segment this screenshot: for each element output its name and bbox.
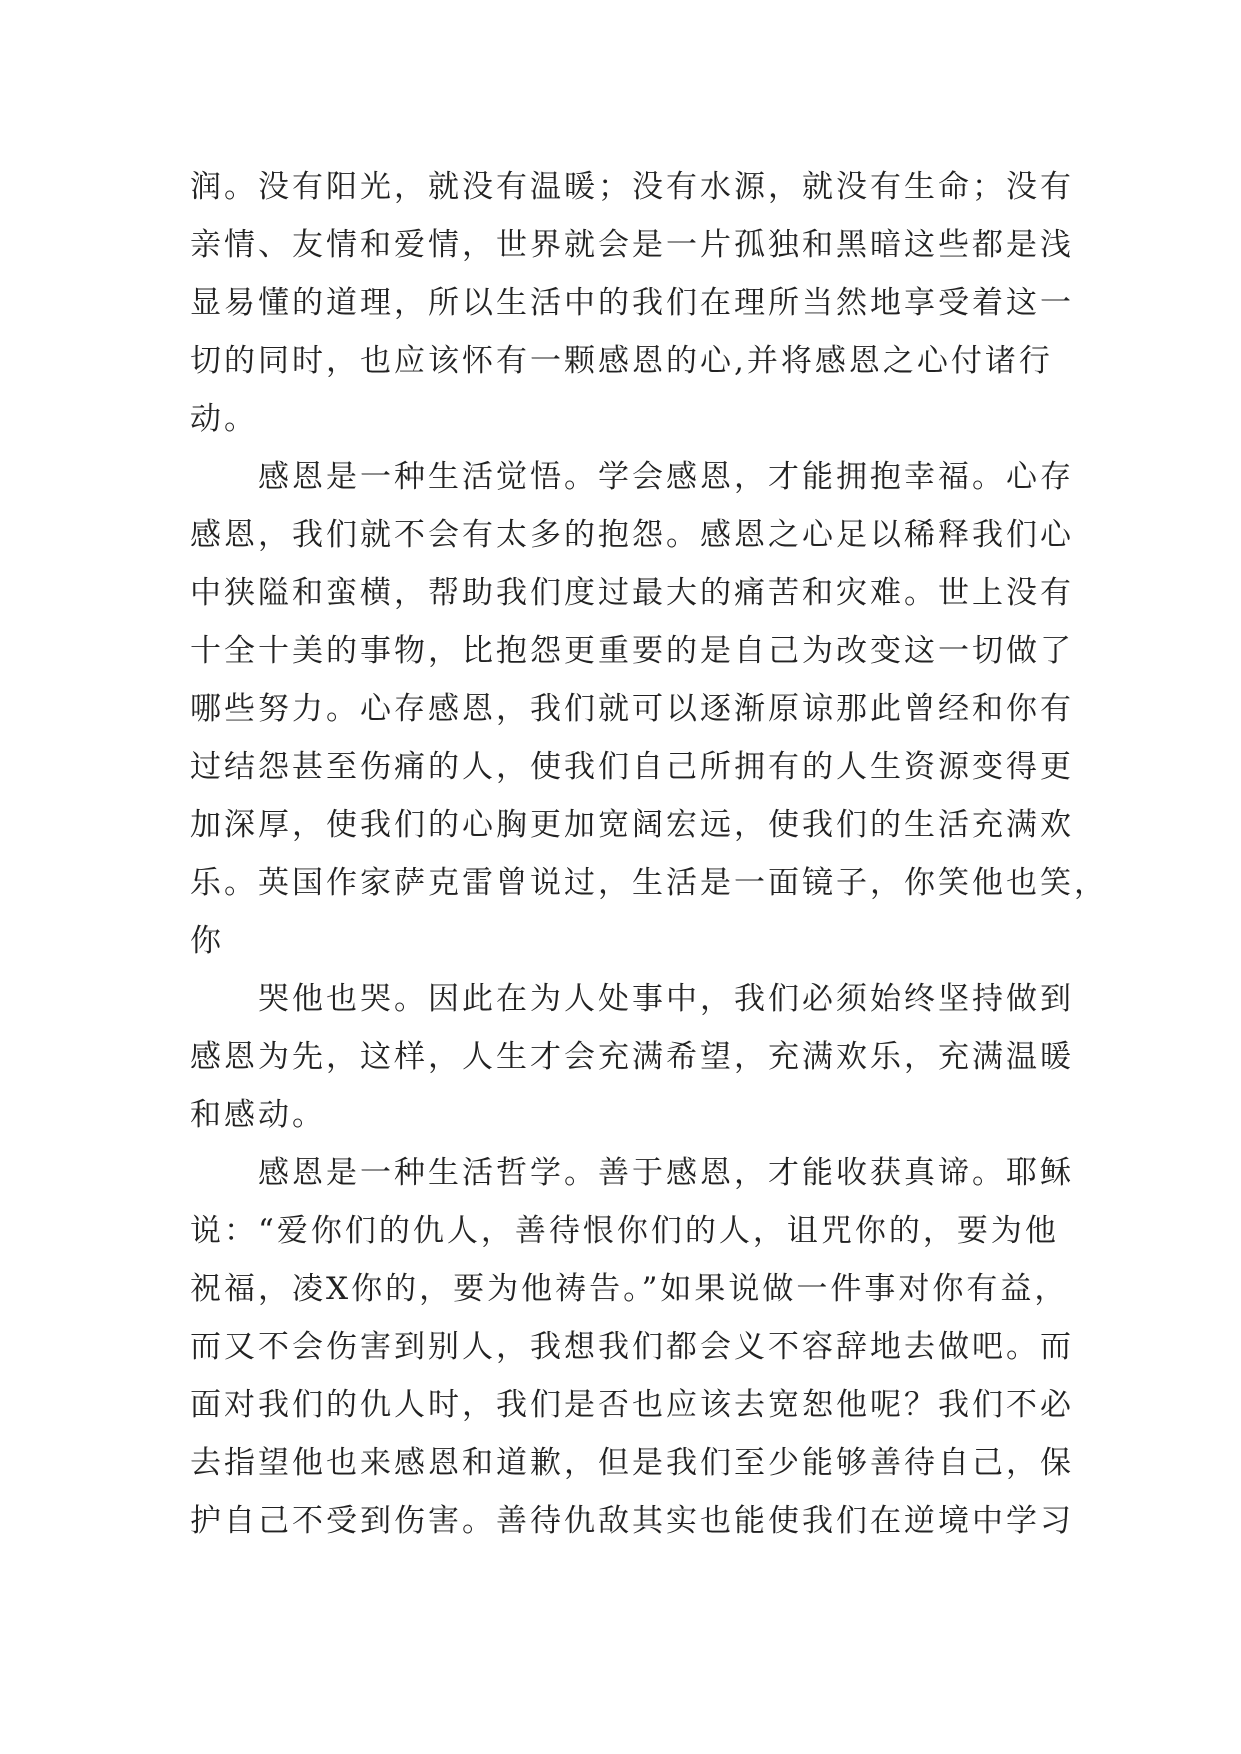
text-line: 乐。英国作家萨克雷曾说过，生活是一面镜子，你笑他也笑，	[190, 865, 1108, 901]
paragraph-2	[190, 448, 1108, 970]
paragraph-1	[190, 158, 1074, 448]
paragraph-3	[190, 970, 1074, 1144]
text-line: 感恩为先，这样，人生才会充满希望，充满欢乐，充满温暖	[190, 1039, 1074, 1075]
text-line: 你	[190, 923, 224, 959]
text-line: 切的同时，也应该怀有一颗感恩的心,并将感恩之心付诸行	[190, 343, 1053, 379]
text-line: 去指望他也来感恩和道歉，但是我们至少能够善待自己，保	[190, 1445, 1074, 1481]
text-line: 感恩，我们就不会有太多的抱怨。感恩之心足以稀释我们心	[190, 517, 1074, 553]
text-line: 哭他也哭。因此在为人处事中，我们必须始终坚持做到	[258, 981, 1074, 1017]
text-line: 感恩是一种生活哲学。善于感恩，才能收获真谛。耶稣	[258, 1155, 1074, 1191]
paragraph-4	[190, 1144, 1074, 1550]
text-line: 感恩是一种生活觉悟。学会感恩，才能拥抱幸福。心存	[258, 459, 1074, 495]
text-line: 过结怨甚至伤痛的人，使我们自己所拥有的人生资源变得更	[190, 749, 1074, 785]
text-line: 而又不会伤害到别人，我想我们都会义不容辞地去做吧。而	[190, 1329, 1074, 1365]
text-line: 祝福，凌X你的，要为他祷告。”如果说做一件事对你有益，	[190, 1271, 1069, 1307]
text-line: 动。	[190, 401, 258, 437]
text-line: 哪些努力。心存感恩，我们就可以逐渐原谅那此曾经和你有	[190, 691, 1074, 727]
text-line: 中狭隘和蛮横，帮助我们度过最大的痛苦和灾难。世上没有	[190, 575, 1074, 611]
text-line: 十全十美的事物，比抱怨更重要的是自己为改变这一切做了	[190, 633, 1074, 669]
text-line: 和感动。	[190, 1097, 326, 1133]
text-line: 显易懂的道理，所以生活中的我们在理所当然地享受着这一	[190, 285, 1074, 321]
text-line: 亲情、友情和爱情，世界就会是一片孤独和黑暗这些都是浅	[190, 227, 1074, 263]
text-line: 护自己不受到伤害。善待仇敌其实也能使我们在逆境中学习	[190, 1503, 1074, 1539]
text-line: 润。没有阳光，就没有温暖；没有水源，就没有生命；没有	[190, 169, 1074, 205]
text-line: 加深厚，使我们的心胸更加宽阔宏远，使我们的生活充满欢	[190, 807, 1074, 843]
text-line: 说：“爱你们的仇人，善待恨你们的人，诅咒你的，要为他	[190, 1213, 1059, 1249]
document-body	[190, 158, 1108, 1550]
text-line: 面对我们的仇人时，我们是否也应该去宽恕他呢？我们不必	[190, 1387, 1074, 1423]
